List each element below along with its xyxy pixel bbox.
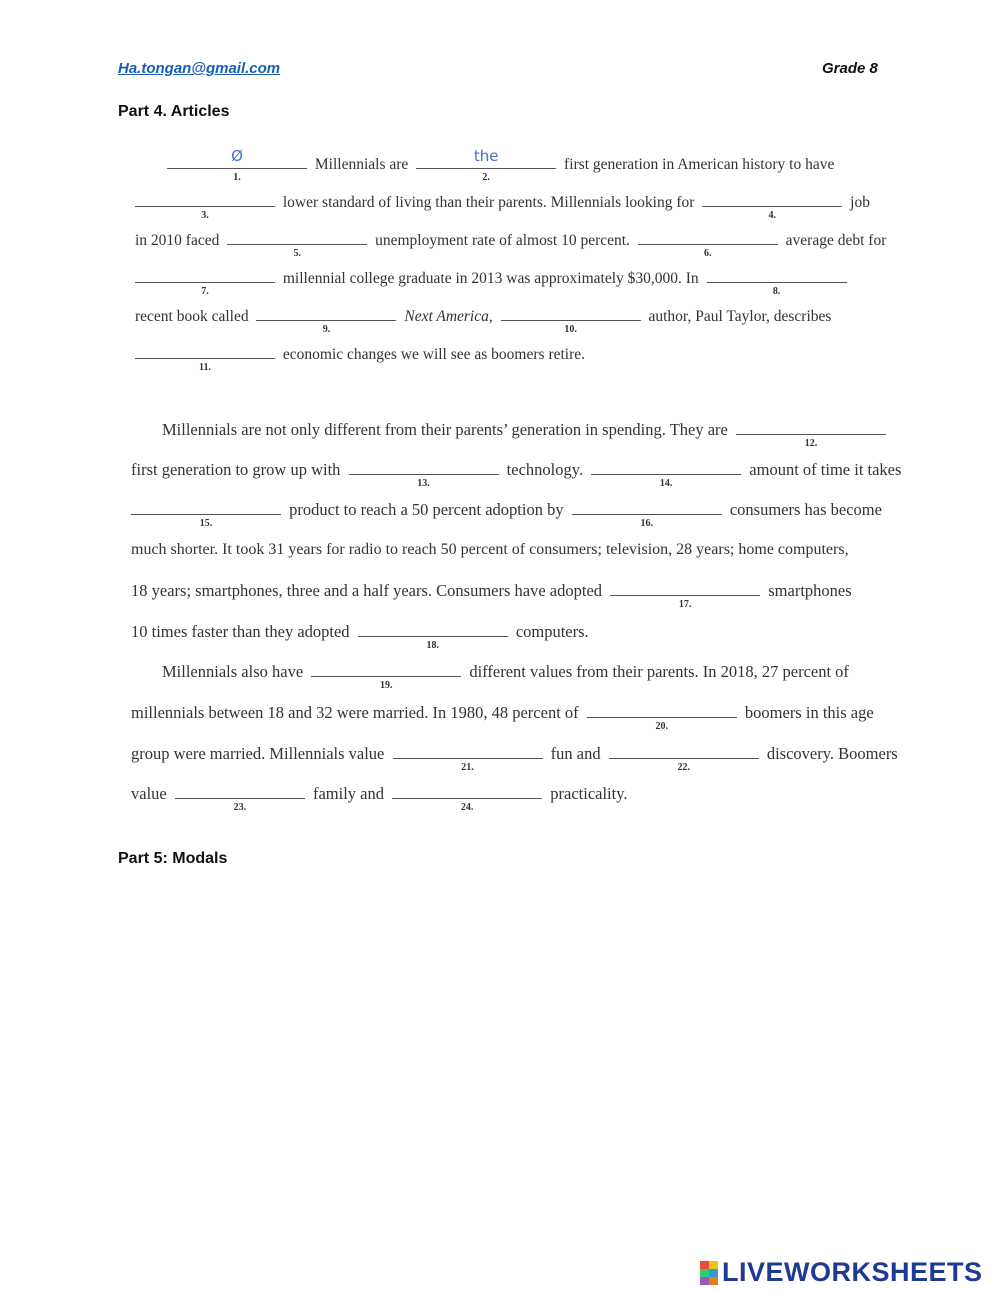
blank-number: 6.: [704, 248, 712, 259]
blank-number: 24.: [460, 802, 474, 813]
blank-number: 15.: [199, 518, 213, 529]
blank-16[interactable]: [572, 513, 722, 529]
blank-number: 22.: [677, 762, 690, 773]
text: discovery. Boomers: [766, 744, 898, 763]
p2-line-10: [131, 784, 628, 813]
blank-15[interactable]: [131, 513, 281, 529]
text: average debt for: [785, 232, 887, 249]
blank-2[interactable]: [416, 147, 556, 183]
blank-6[interactable]: [638, 243, 778, 259]
answer-1: Ø: [231, 147, 243, 165]
email-link[interactable]: Ha.tongan@gmail.com: [118, 60, 281, 77]
blank-11[interactable]: [135, 357, 275, 373]
blank-number: 14.: [659, 478, 673, 489]
text: author, Paul Taylor, describes: [648, 308, 832, 325]
part4-title: Part 4. Articles: [118, 103, 230, 120]
blank-number: 17.: [678, 599, 692, 610]
text: group were married. Millennials value: [131, 744, 385, 763]
text: 18 years; smartphones, three and a half years. Consumers have adopted: [131, 581, 603, 600]
text: family and: [312, 784, 385, 803]
p2-line-4: [131, 541, 849, 559]
p1-line-4: [131, 270, 851, 297]
blank-3[interactable]: [135, 205, 275, 221]
p2-line-6: [131, 622, 589, 651]
blank-8[interactable]: [707, 281, 847, 297]
blank-number: 1.: [233, 172, 241, 183]
text: value: [131, 784, 167, 803]
text: Millennials also have: [162, 662, 304, 681]
blank-20[interactable]: [587, 716, 737, 732]
liveworksheets-logo: [700, 1257, 983, 1288]
text: Millennials are: [314, 156, 409, 173]
grade-label: Grade 8: [822, 60, 878, 77]
text: much shorter. It took 31 years for radio to reach 50 percent of consumers; television, 28 years; home computers,: [131, 541, 849, 558]
text: millennials between 18 and 32 were married. In 1980, 48 percent of: [131, 703, 579, 722]
blank-7[interactable]: [135, 281, 275, 297]
blank-19[interactable]: [311, 675, 461, 691]
text: recent book called: [135, 308, 249, 325]
blank-number: 3.: [201, 210, 209, 221]
blank-14[interactable]: [591, 473, 741, 489]
blank-number: 8.: [772, 286, 781, 297]
p2-line-8: [131, 703, 874, 732]
p2-line-5: [131, 581, 852, 610]
part5-title: Part 5: Modals: [118, 850, 228, 867]
blank-number: 5.: [293, 248, 301, 259]
blank-number: 13.: [417, 478, 430, 489]
blank-23[interactable]: [175, 797, 305, 813]
p2-line-9: [131, 744, 898, 773]
text: product to reach a 50 percent adoption by: [289, 500, 564, 519]
blank-5[interactable]: [227, 243, 367, 259]
blank-9[interactable]: [256, 319, 396, 335]
text: amount of time it takes: [749, 460, 902, 479]
p1-line-6: [131, 346, 586, 373]
text: millennial college graduate in 2013 was approximately $30,000. In: [282, 270, 699, 287]
logo-text: LIVEWORKSHEETS: [722, 1257, 983, 1287]
blank-number: 4.: [768, 210, 777, 221]
text: in 2010 faced: [135, 232, 220, 249]
blank-4[interactable]: [702, 205, 842, 221]
text: consumers has become: [729, 500, 882, 519]
blank-number: 7.: [201, 286, 209, 297]
text: unemployment rate of almost 10 percent.: [375, 232, 630, 249]
blank-17[interactable]: [610, 594, 760, 610]
answer-2: the: [473, 147, 499, 165]
text: different values from their parents. In 2018, 27 percent of: [469, 662, 849, 681]
p2-line-1: [162, 420, 890, 449]
p1-line-1: [163, 147, 835, 183]
blank-number: 20.: [655, 721, 669, 732]
blank-13[interactable]: [349, 473, 499, 489]
blank-number: 10.: [564, 324, 577, 335]
blank-1[interactable]: [167, 147, 307, 183]
blank-22[interactable]: [609, 757, 759, 773]
text: first generation in American history to have: [564, 156, 835, 173]
blank-12[interactable]: [736, 433, 886, 449]
text: boomers in this age: [744, 703, 874, 722]
blank-number: 21.: [461, 762, 474, 773]
p1-line-3: [135, 232, 887, 259]
text: practicality.: [550, 784, 628, 803]
p2-line-3: [127, 500, 882, 529]
blank-number: 9.: [322, 324, 331, 335]
text: computers.: [515, 622, 589, 641]
text: smartphones: [768, 581, 852, 600]
blank-number: 12.: [804, 438, 818, 449]
blank-number: 11.: [199, 362, 211, 373]
text: Millennials are not only different from their parents’ generation in spending. They are: [162, 420, 728, 439]
text: economic changes we will see as boomers retire.: [282, 346, 586, 363]
blank-number: 19.: [380, 680, 393, 691]
logo-blocks-icon: [700, 1261, 718, 1285]
p2-line-2: [131, 460, 902, 489]
blank-number: 16.: [640, 518, 653, 529]
book-title: Next America,: [404, 308, 493, 325]
blank-number: 2.: [482, 172, 490, 183]
text: fun and: [550, 744, 601, 763]
text: lower standard of living than their parents. Millennials looking for: [282, 194, 695, 211]
text: job: [850, 194, 870, 211]
blank-24[interactable]: [392, 797, 542, 813]
blank-18[interactable]: [358, 635, 508, 651]
blank-number: 23.: [233, 802, 247, 813]
text: technology.: [506, 460, 584, 479]
text: first generation to grow up with: [131, 460, 341, 479]
blank-21[interactable]: [393, 757, 543, 773]
p1-line-5: [135, 308, 832, 335]
text: 10 times faster than they adopted: [131, 622, 350, 641]
blank-10[interactable]: [501, 319, 641, 335]
p2-line-7: [162, 662, 849, 691]
blank-number: 18.: [426, 640, 439, 651]
p1-line-2: [131, 194, 870, 221]
